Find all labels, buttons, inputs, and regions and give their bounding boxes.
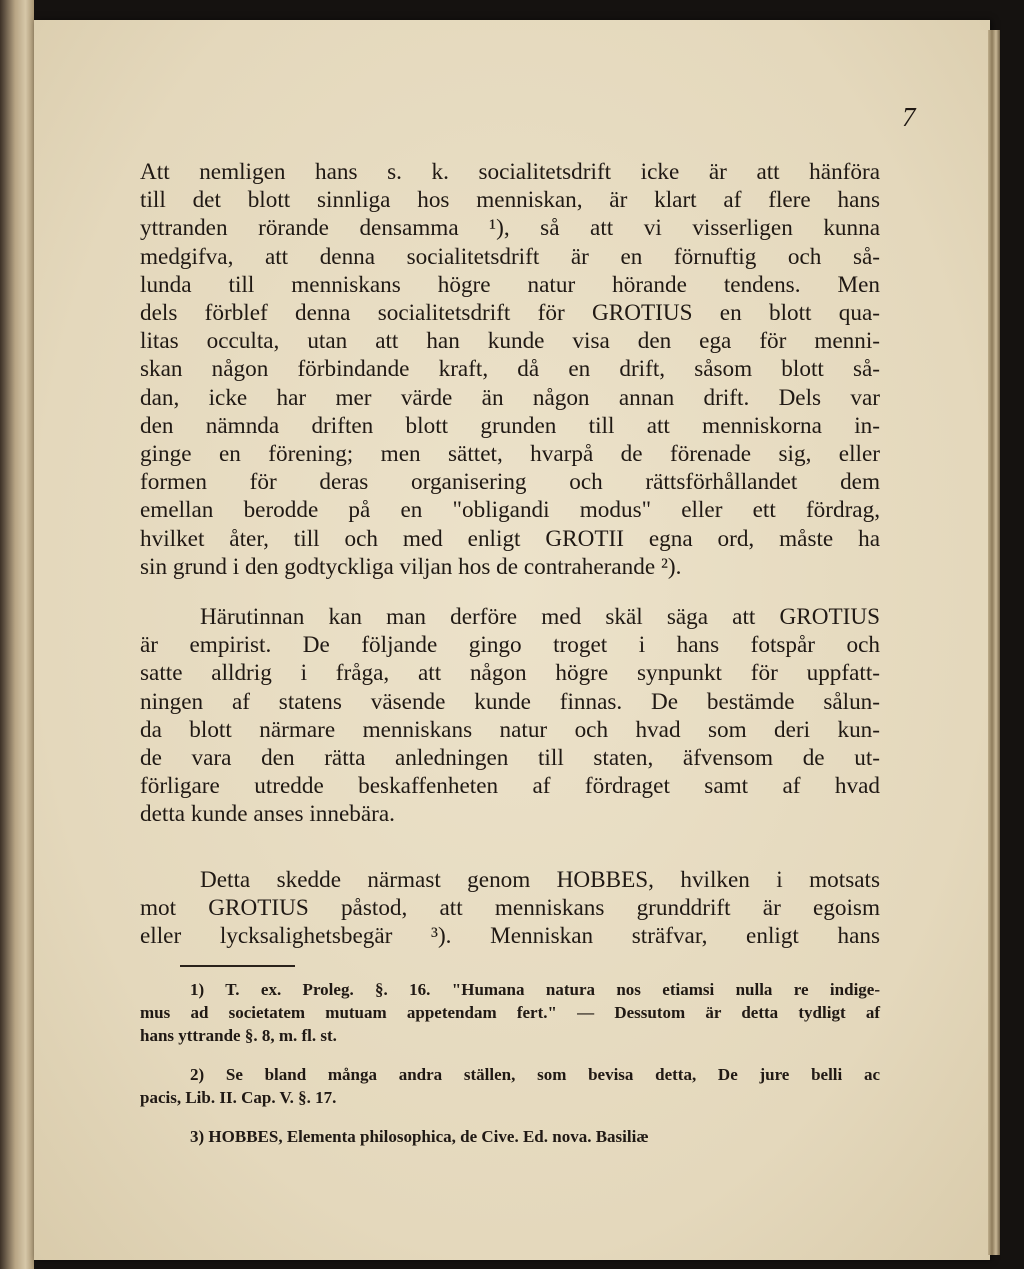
text-line: emellan berodde på en "obligandi modus" eller ett fördrag, [140, 497, 880, 524]
page-edge [988, 30, 1000, 1255]
footnote-1 [140, 978, 880, 1047]
footnote-line: hans yttrande §. 8, m. fl. st. [140, 1026, 337, 1045]
text-line: ginge en förening; men sättet, hvarpå de förenade sig, eller [140, 441, 880, 468]
footnote-line: 1) T. ex. Proleg. §. 16. "Humana natura nos etiamsi nulla re indige- [190, 980, 880, 999]
text-line: lunda till menniskans högre natur hörande tendens. Men [140, 271, 880, 298]
text-line: da blott närmare menniskans natur och hvad som deri kun- [140, 716, 880, 743]
text-line: förligare utredde beskaffenheten af fördraget samt af hvad [140, 773, 880, 800]
text-line: skan någon förbindande kraft, då en drift, såsom blott så- [140, 356, 880, 383]
text-line: eller lycksalighetsbegär ³). Menniskan sträfvar, enligt hans [140, 923, 880, 950]
paragraph-3 [140, 866, 880, 951]
text-line: den nämnda driften blott grunden till att menniskorna in- [140, 412, 880, 439]
text-line: formen för deras organisering och rättsförhållandet dem [140, 469, 880, 496]
text-line: till det blott sinnliga hos menniskan, är klart af flere hans [140, 187, 880, 214]
book-binding [0, 0, 34, 1269]
footnote-line: pacis, Lib. II. Cap. V. §. 17. [140, 1088, 337, 1107]
footnote-line: 2) Se bland många andra ställen, som bevisa detta, De jure belli ac [190, 1065, 880, 1084]
text-line: dels förblef denna socialitetsdrift för GROTIUS en blott qua- [140, 300, 880, 327]
body-text [140, 158, 880, 950]
text-line: sin grund i den godtyckliga viljan hos de contraherande ²). [140, 553, 682, 580]
footnotes [140, 978, 880, 1148]
text-line: ningen af statens väsende kunde finnas. De bestämde sålun- [140, 688, 880, 715]
text-line: de vara den rätta anledningen till staten, äfvensom de ut- [140, 745, 880, 772]
text-line: är empirist. De följande gingo troget i hans fotspår och [140, 632, 880, 659]
footnote-line: mus ad societatem mutuam appetendam fert." — Dessutom är detta tydligt af [140, 1003, 880, 1022]
text-line: mot GROTIUS påstod, att menniskans grunddrift är egoism [140, 894, 880, 921]
text-line: Detta skedde närmast genom HOBBES, hvilken i motsats [200, 866, 880, 893]
paragraph-2 [140, 603, 880, 829]
text-line: Att nemligen hans s. k. socialitetsdrift icke är att hänföra [140, 159, 880, 185]
text-line: satte alldrig i fråga, att någon högre synpunkt för uppfatt- [140, 660, 880, 687]
text-line: dan, icke har mer värde än någon annan drift. Dels var [140, 384, 880, 411]
text-line: litas occulta, utan att han kunde visa den ega för menni- [140, 328, 880, 355]
footnote-2 [140, 1063, 880, 1109]
paragraph-1 [140, 158, 880, 581]
footnote-rule [180, 965, 295, 967]
book-page [34, 20, 990, 1260]
page-number: 7 [902, 102, 916, 132]
footnote-3 [140, 1125, 880, 1148]
text-line: yttranden rörande densamma ¹), så att vi visserligen kunna [140, 215, 880, 242]
text-line: detta kunde anses innebära. [140, 801, 395, 828]
footnote-line: 3) HOBBES, Elementa philosophica, de Cive. Ed. nova. Basiliæ [190, 1127, 649, 1146]
text-line: Härutinnan kan man derföre med skäl säga att GROTIUS [200, 604, 880, 631]
text-line: medgifva, att denna socialitetsdrift är en förnuftig och så- [140, 243, 880, 270]
text-line: hvilket åter, till och med enligt GROTII egna ord, måste ha [140, 525, 880, 552]
